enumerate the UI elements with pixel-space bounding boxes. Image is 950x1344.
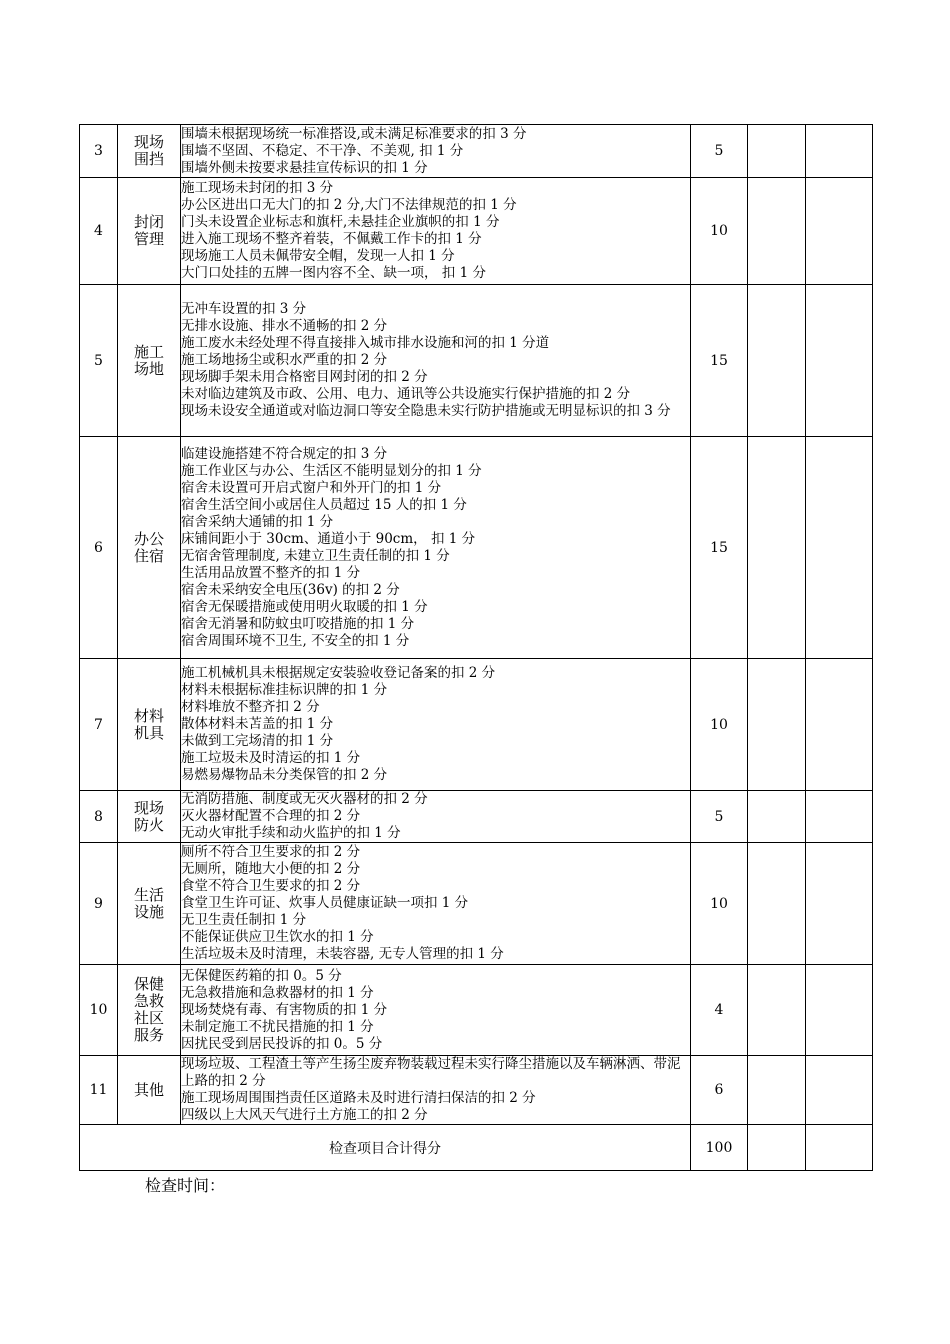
score-cell — [806, 178, 873, 285]
total-score-cell — [806, 1125, 873, 1171]
row-number: 6 — [80, 437, 118, 659]
total-row — [80, 1125, 873, 1171]
deduction-cell — [748, 659, 806, 791]
criterion-line: 施工机械机具未根据规定安装验收登记备案的扣 2 分 — [181, 665, 496, 681]
max-score: 15 — [691, 285, 748, 437]
criterion-line: 宿舍无保暖措施或使用明火取暖的扣 1 分 — [181, 598, 428, 615]
table-row — [80, 965, 873, 1056]
criterion-line: 现场施工人员未佩带安全帽，发现一人扣 1 分 — [181, 248, 455, 264]
criteria-cell — [181, 178, 691, 285]
criterion-line: 施工现场周围围挡责任区道路未及时进行清扫保洁的扣 2 分 — [181, 1090, 536, 1106]
criterion-line: 围墙未根据现场统一标准搭设,或未满足标准要求的扣 3 分 — [181, 125, 527, 142]
criterion-line: 施工垃圾未及时清运的扣 1 分 — [181, 750, 361, 766]
criterion-line: 无保健医药箱的扣 0。5 分 — [181, 967, 342, 984]
table-row — [80, 659, 873, 791]
max-score: 10 — [691, 659, 748, 791]
table-row — [80, 1056, 873, 1125]
criterion-line: 生活用品放置不整齐的扣 1 分 — [181, 564, 361, 581]
category-name: 封闭 管理 — [118, 178, 181, 285]
category-name: 现场 围挡 — [118, 125, 181, 178]
criterion-line: 施工现场未封闭的扣 3 分 — [181, 180, 334, 196]
score-cell — [806, 1056, 873, 1125]
criterion-line: 食堂卫生许可证、炊事人员健康证缺一项扣 1 分 — [181, 895, 469, 911]
criterion-line: 食堂不符合卫生要求的扣 2 分 — [181, 878, 361, 894]
criterion-line: 四级以上大风天气进行土方施工的扣 2 分 — [181, 1107, 428, 1123]
max-score: 15 — [691, 437, 748, 659]
criterion-line: 因扰民受到居民投诉的扣 0。5 分 — [181, 1035, 383, 1052]
criterion-line: 现场未设安全通道或对临边洞口等安全隐患未实行防护措施或无明显标识的扣 3 分 — [181, 403, 671, 419]
check-time-label: 检查时间： — [145, 1176, 226, 1195]
criterion-line: 灭火器材配置不合理的扣 2 分 — [181, 808, 361, 824]
criterion-line: 大门口处挂的五牌一图内容不全、缺一项， 扣 1 分 — [181, 265, 486, 281]
row-number: 4 — [80, 178, 118, 285]
criterion-line: 临建设施搭建不符合规定的扣 3 分 — [181, 445, 388, 462]
criterion-line: 床铺间距小于 30cm、通道小于 90cm， 扣 1 分 — [181, 530, 476, 547]
score-cell — [806, 965, 873, 1056]
criterion-line: 生活垃圾未及时清理，未装容器, 无专人管理的扣 1 分 — [181, 946, 504, 962]
row-number: 5 — [80, 285, 118, 437]
criterion-line: 无动火审批手续和动火监护的扣 1 分 — [181, 825, 401, 841]
score-cell — [806, 285, 873, 437]
criterion-line: 不能保证供应卫生饮水的扣 1 分 — [181, 929, 374, 945]
criterion-line: 未做到工完场清的扣 1 分 — [181, 733, 334, 749]
criteria-cell — [181, 965, 691, 1056]
criterion-line: 无厕所，随地大小便的扣 2 分 — [181, 861, 361, 877]
category-name: 现场 防火 — [118, 791, 181, 843]
criterion-line: 进入施工现场不整齐着装，不佩戴工作卡的扣 1 分 — [181, 231, 482, 247]
deduction-cell — [748, 843, 806, 965]
criterion-line: 现场垃圾、工程渣土等产生扬尘废弃物装载过程未实行降尘措施以及车辆淋洒、带泥上路的扣 2 分 — [181, 1056, 681, 1089]
category-name: 其他 — [118, 1056, 181, 1125]
criterion-line: 无急救措施和急救器材的扣 1 分 — [181, 984, 374, 1001]
total-score: 100 — [691, 1125, 748, 1171]
criterion-line: 宿舍无消暑和防蚊虫叮咬措施的扣 1 分 — [181, 615, 415, 632]
criterion-line: 材料堆放不整齐扣 2 分 — [181, 699, 320, 715]
criterion-line: 无冲车设置的扣 3 分 — [181, 301, 307, 317]
criterion-line: 围墙外侧未按要求悬挂宣传标识的扣 1 分 — [181, 159, 428, 176]
criterion-line: 无卫生责任制扣 1 分 — [181, 912, 307, 928]
deduction-cell — [748, 965, 806, 1056]
criterion-line: 无宿舍管理制度, 未建立卫生责任制的扣 1 分 — [181, 547, 450, 564]
criterion-line: 宿舍生活空间小或居住人员超过 15 人的扣 1 分 — [181, 496, 467, 513]
deduction-cell — [748, 1056, 806, 1125]
criterion-line: 施工场地扬尘或积水严重的扣 2 分 — [181, 352, 388, 368]
category-name: 施工 场地 — [118, 285, 181, 437]
criterion-line: 围墙不坚固、不稳定、不干净、不美观, 扣 1 分 — [181, 142, 464, 159]
criterion-line: 现场焚烧有毒、有害物质的扣 1 分 — [181, 1001, 388, 1018]
criterion-line: 办公区进出口无大门的扣 2 分,大门不法律规范的扣 1 分 — [181, 197, 517, 213]
row-number: 10 — [80, 965, 118, 1056]
criterion-line: 宿舍未采纳安全电压(36v) 的扣 2 分 — [181, 581, 400, 598]
category-name: 办公 住宿 — [118, 437, 181, 659]
table-row — [80, 791, 873, 843]
table-row — [80, 437, 873, 659]
deduction-cell — [748, 791, 806, 843]
category-name: 材料 机具 — [118, 659, 181, 791]
criterion-line: 宿舍周围环境不卫生, 不安全的扣 1 分 — [181, 632, 410, 649]
score-cell — [806, 437, 873, 659]
score-cell — [806, 843, 873, 965]
criterion-line: 材料未根据标准挂标识牌的扣 1 分 — [181, 682, 388, 698]
criteria-cell — [181, 437, 691, 659]
table-row — [80, 178, 873, 285]
criterion-line: 未对临边建筑及市政、公用、电力、通讯等公共设施实行保护措施的扣 2 分 — [181, 386, 631, 402]
score-cell — [806, 791, 873, 843]
table-row — [80, 843, 873, 965]
max-score: 5 — [691, 791, 748, 843]
score-cell — [806, 125, 873, 178]
criterion-line: 厕所不符合卫生要求的扣 2 分 — [181, 844, 361, 860]
table-row — [80, 125, 873, 178]
row-number: 3 — [80, 125, 118, 178]
criterion-line: 施工作业区与办公、生活区不能明显划分的扣 1 分 — [181, 462, 482, 479]
max-score: 4 — [691, 965, 748, 1056]
criteria-cell — [181, 125, 691, 178]
criterion-line: 无排水设施、排水不通畅的扣 2 分 — [181, 318, 388, 334]
criterion-line: 宿舍未设置可开启式窗户和外开门的扣 1 分 — [181, 479, 442, 496]
row-number: 11 — [80, 1056, 118, 1125]
criteria-cell — [181, 659, 691, 791]
max-score: 5 — [691, 125, 748, 178]
category-name: 保健 急救 社区 服务 — [118, 965, 181, 1056]
criterion-line: 易燃易爆物品未分类保管的扣 2 分 — [181, 767, 388, 783]
table-row — [80, 285, 873, 437]
max-score: 10 — [691, 843, 748, 965]
criterion-line: 未制定施工不扰民措施的扣 1 分 — [181, 1018, 374, 1035]
criterion-line: 门头未设置企业标志和旗杆,未悬挂企业旗帜的扣 1 分 — [181, 214, 500, 230]
row-number: 8 — [80, 791, 118, 843]
row-number: 9 — [80, 843, 118, 965]
deduction-cell — [748, 285, 806, 437]
criteria-cell — [181, 1056, 691, 1125]
total-deduction-cell — [748, 1125, 806, 1171]
criterion-line: 宿舍采纳大通铺的扣 1 分 — [181, 513, 334, 530]
max-score: 10 — [691, 178, 748, 285]
max-score: 6 — [691, 1056, 748, 1125]
criteria-cell — [181, 843, 691, 965]
deduction-cell — [748, 437, 806, 659]
criterion-line: 现场脚手架未用合格密目网封闭的扣 2 分 — [181, 369, 428, 385]
criteria-cell — [181, 285, 691, 437]
deduction-cell — [748, 125, 806, 178]
criteria-cell — [181, 791, 691, 843]
criterion-line: 无消防措施、制度或无灭火器材的扣 2 分 — [181, 791, 428, 807]
criterion-line: 施工废水未经处理不得直接排入城市排水设施和河的扣 1 分道 — [181, 335, 550, 351]
total-label: 检查项目合计得分 — [80, 1125, 691, 1171]
criterion-line: 散体材料未苫盖的扣 1 分 — [181, 716, 334, 732]
score-cell — [806, 659, 873, 791]
category-name: 生活 设施 — [118, 843, 181, 965]
table-body — [80, 125, 873, 1171]
row-number: 7 — [80, 659, 118, 791]
inspection-table — [79, 124, 873, 1171]
deduction-cell — [748, 178, 806, 285]
